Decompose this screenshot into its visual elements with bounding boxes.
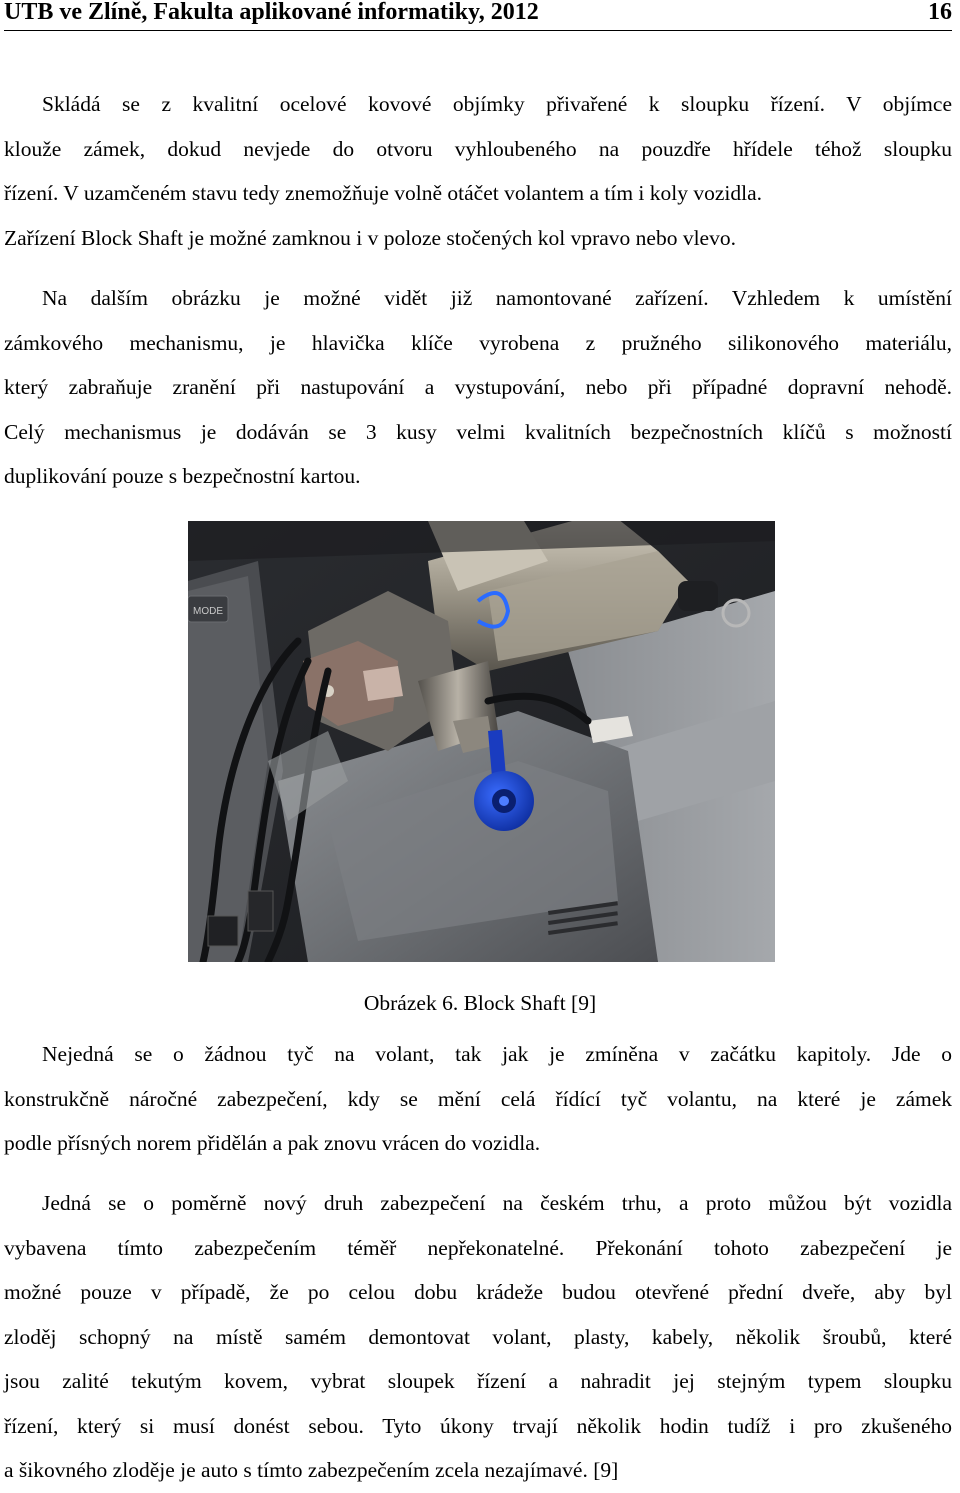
block-shaft-photo (188, 521, 775, 962)
paragraph-line: možné pouze v případě, že po celou dobu krádeže budou otevřené přední dveře, aby byl (4, 1280, 952, 1304)
header-title: UTB ve Zlíně, Fakulta aplikované informatiky, 2012 (4, 0, 539, 25)
photo-illustration (188, 521, 775, 962)
paragraph-line: řízení. V uzamčeném stavu tedy znemožňuje volně otáčet volantem a tím i koly vozidla. (4, 181, 763, 205)
paragraph-line: Zařízení Block Shaft je možné zamknou i v poloze stočených kol vpravo nebo vlevo. (4, 225, 736, 250)
paragraph-2 (4, 276, 952, 499)
figure-caption: Obrázek 6. Block Shaft [9] (363, 991, 597, 1015)
mode-panel-label: MODE (193, 606, 223, 617)
paragraph-line: řízení, který si musí donést sebou. Tyto úkony trvají několik hodin tudíž i pro zkušeného (4, 1413, 952, 1438)
paragraph-line: Jedná se o poměrně nový druh zabezpečení na českém trhu, a proto můžou být vozidla (42, 1191, 952, 1215)
paragraph-3 (4, 1032, 952, 1166)
page-number: 16 (928, 0, 952, 25)
paragraph-line: Skládá se z kvalitní ocelové kovové objímky přivařené k sloupku řízení. V objímce (42, 92, 952, 116)
paragraph-line: jsou zalité tekutým kovem, vybrat sloupek řízení a nahradit jej stejným typem sloupku (4, 1369, 952, 1393)
paragraph-line: který zabraňuje zranění při nastupování a vystupování, nebo při případné dopravní nehodě. (4, 375, 952, 399)
paragraph-line: a šikovného zloděje je auto s tímto zabezpečením zcela nezajímavé. [9] (4, 1458, 619, 1482)
paragraph-line: duplikování pouze s bezpečnostní kartou. (4, 464, 361, 488)
paragraph-line: klouže zámek, dokud nevjede do otvoru vyhloubeného na pouzdře hřídele téhož sloupku (4, 136, 952, 161)
paragraph-line: vybavena tímto zabezpečením téměř nepřekonatelné. Překonání tohoto zabezpečení je (4, 1235, 952, 1260)
paragraph-line: zámkového mechanismu, je hlavička klíče vyrobena z pružného silikonového materiálu, (4, 330, 952, 355)
paragraph-line: konstrukčně náročné zabezpečení, kdy se mění celá řídící tyč volantu, na které je zámek (4, 1086, 952, 1111)
paragraph-4 (4, 1181, 952, 1493)
paragraph-line: zloděj schopný na místě samém demontovat volant, plasty, kabely, několik šroubů, které (4, 1324, 952, 1349)
page-header (4, 0, 952, 31)
paragraph-1 (4, 82, 952, 260)
paragraph-line: Nejedná se o žádnou tyč na volant, tak jak je zmíněna v začátku kapitoly. Jde o (42, 1042, 952, 1066)
paragraph-line: podle přísných norem přidělán a pak znovu vrácen do vozidla. (4, 1131, 541, 1155)
paragraph-line: Celý mechanismus je dodáván se 3 kusy velmi kvalitních bezpečnostních klíčů s možností (4, 419, 952, 444)
paragraph-line: Na dalším obrázku je možné vidět již namontované zařízení. Vzhledem k umístění (42, 286, 952, 310)
